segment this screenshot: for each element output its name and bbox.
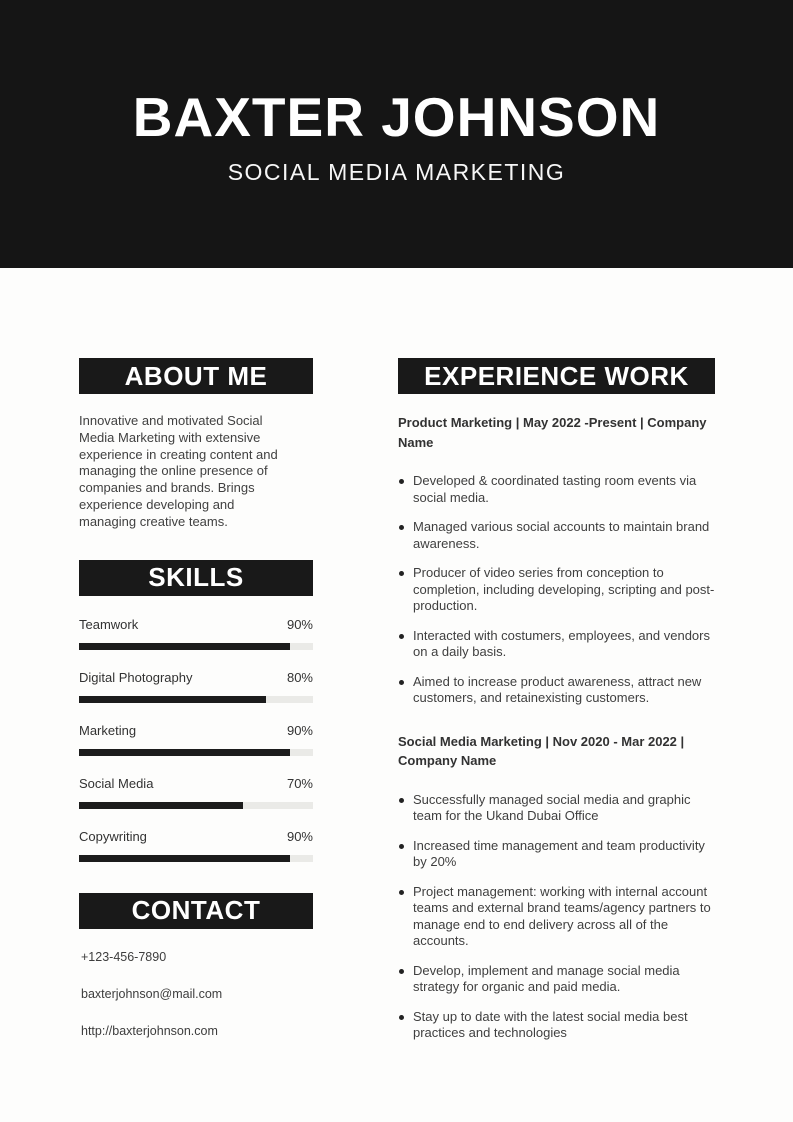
skill-item <box>79 776 313 809</box>
skill-bar-fill <box>79 749 290 756</box>
bullet-dot-icon <box>399 525 404 530</box>
job-bullet: Producer of video series from conception to completion, including developing, scripting and post-production. <box>398 565 715 615</box>
skill-bar-track <box>79 749 313 756</box>
job-bullet-list <box>398 473 715 707</box>
skills-section <box>79 560 313 862</box>
bullet-dot-icon <box>399 479 404 484</box>
bullet-dot-icon <box>399 798 404 803</box>
contact-website-link[interactable]: http://baxterjohnson.com <box>81 1023 218 1038</box>
skill-bar-track <box>79 802 313 809</box>
job-bullet: Successfully managed social media and graphic team for the Ukand Dubai Office <box>398 792 715 825</box>
bullet-dot-icon <box>399 969 404 974</box>
contact-phone: +123-456-7890 <box>81 949 167 964</box>
skill-percent: 80% <box>286 669 313 685</box>
skill-list <box>79 617 313 862</box>
contact-section <box>79 893 313 1038</box>
about-text-line: managing the online presence of <box>79 463 268 479</box>
about-text-line: Innovative and motivated Social <box>79 413 263 428</box>
skill-label: Copywriting <box>79 828 147 844</box>
bullet-dot-icon <box>399 680 404 685</box>
about-section <box>79 358 313 531</box>
job-title: Social Media Marketing | Nov 2020 - Mar 2022 | Company Name <box>398 733 685 768</box>
bullet-dot-icon <box>399 571 404 576</box>
job-bullet: Stay up to date with the latest social media best practices and technologies <box>398 1009 715 1042</box>
bullet-dot-icon <box>399 634 404 639</box>
person-name: BAXTER JOHNSON <box>132 86 661 148</box>
skill-percent: 90% <box>286 828 313 844</box>
skill-label: Teamwork <box>79 616 139 632</box>
skill-item <box>79 670 313 703</box>
skill-label: Marketing <box>79 722 137 738</box>
skill-item <box>79 723 313 756</box>
job-bullet: Aimed to increase product awareness, attract new customers, and retainexisting customers. <box>398 674 715 707</box>
about-text-line: companies and brands. Brings <box>79 480 255 496</box>
job-bullet: Develop, implement and manage social media strategy for organic and paid media. <box>398 963 715 996</box>
job-bullet: Developed & coordinated tasting room events via social media. <box>398 473 715 506</box>
skill-percent: 70% <box>286 775 313 791</box>
skill-item <box>79 617 313 650</box>
skill-label: Social Media <box>79 775 154 791</box>
experience-section <box>398 358 715 1042</box>
bullet-dot-icon <box>399 844 404 849</box>
about-text-line: managing creative teams. <box>79 513 228 529</box>
about-heading: ABOUT ME <box>79 358 313 394</box>
job-bullet: Interacted with costumers, employees, and vendors on a daily basis. <box>398 628 715 661</box>
job-title: Product Marketing | May 2022 -Present | Company Name <box>398 415 707 450</box>
about-text-line: experience developing and <box>79 496 235 512</box>
about-text-line: Media Marketing with extensive <box>79 429 261 445</box>
skill-bar-track <box>79 643 313 650</box>
job-bullet: Managed various social accounts to maintain brand awareness. <box>398 519 715 552</box>
contact-list <box>79 950 313 1038</box>
contact-email-link[interactable]: baxterjohnson@mail.com <box>81 986 223 1001</box>
skill-bar-track <box>79 696 313 703</box>
bullet-dot-icon <box>399 890 404 895</box>
skills-heading: SKILLS <box>79 560 313 596</box>
job-bullet-list <box>398 792 715 1042</box>
skill-percent: 90% <box>286 722 313 738</box>
skill-bar-fill <box>79 855 290 862</box>
skill-bar-fill <box>79 696 266 703</box>
contact-heading: CONTACT <box>79 893 313 929</box>
skill-label: Digital Photography <box>79 669 193 685</box>
header-banner <box>0 0 793 268</box>
bullet-dot-icon <box>399 1015 404 1020</box>
job-bullet: Increased time management and team productivity by 20% <box>398 838 715 871</box>
about-text <box>79 413 313 531</box>
person-job-title: SOCIAL MEDIA MARKETING <box>227 159 566 185</box>
skill-percent: 90% <box>286 616 313 632</box>
left-column <box>79 358 313 1038</box>
about-text-line: experience in creating content and <box>79 446 278 462</box>
job-bullet: Project management: working with internal account teams and external brand teams/agency partners to manage end to end delivery across all of the accounts. <box>398 884 715 950</box>
skill-bar-track <box>79 855 313 862</box>
skill-bar-fill <box>79 643 290 650</box>
skill-item <box>79 829 313 862</box>
skill-bar-fill <box>79 802 243 809</box>
experience-heading: EXPERIENCE WORK <box>398 358 715 394</box>
right-column <box>398 358 715 1042</box>
